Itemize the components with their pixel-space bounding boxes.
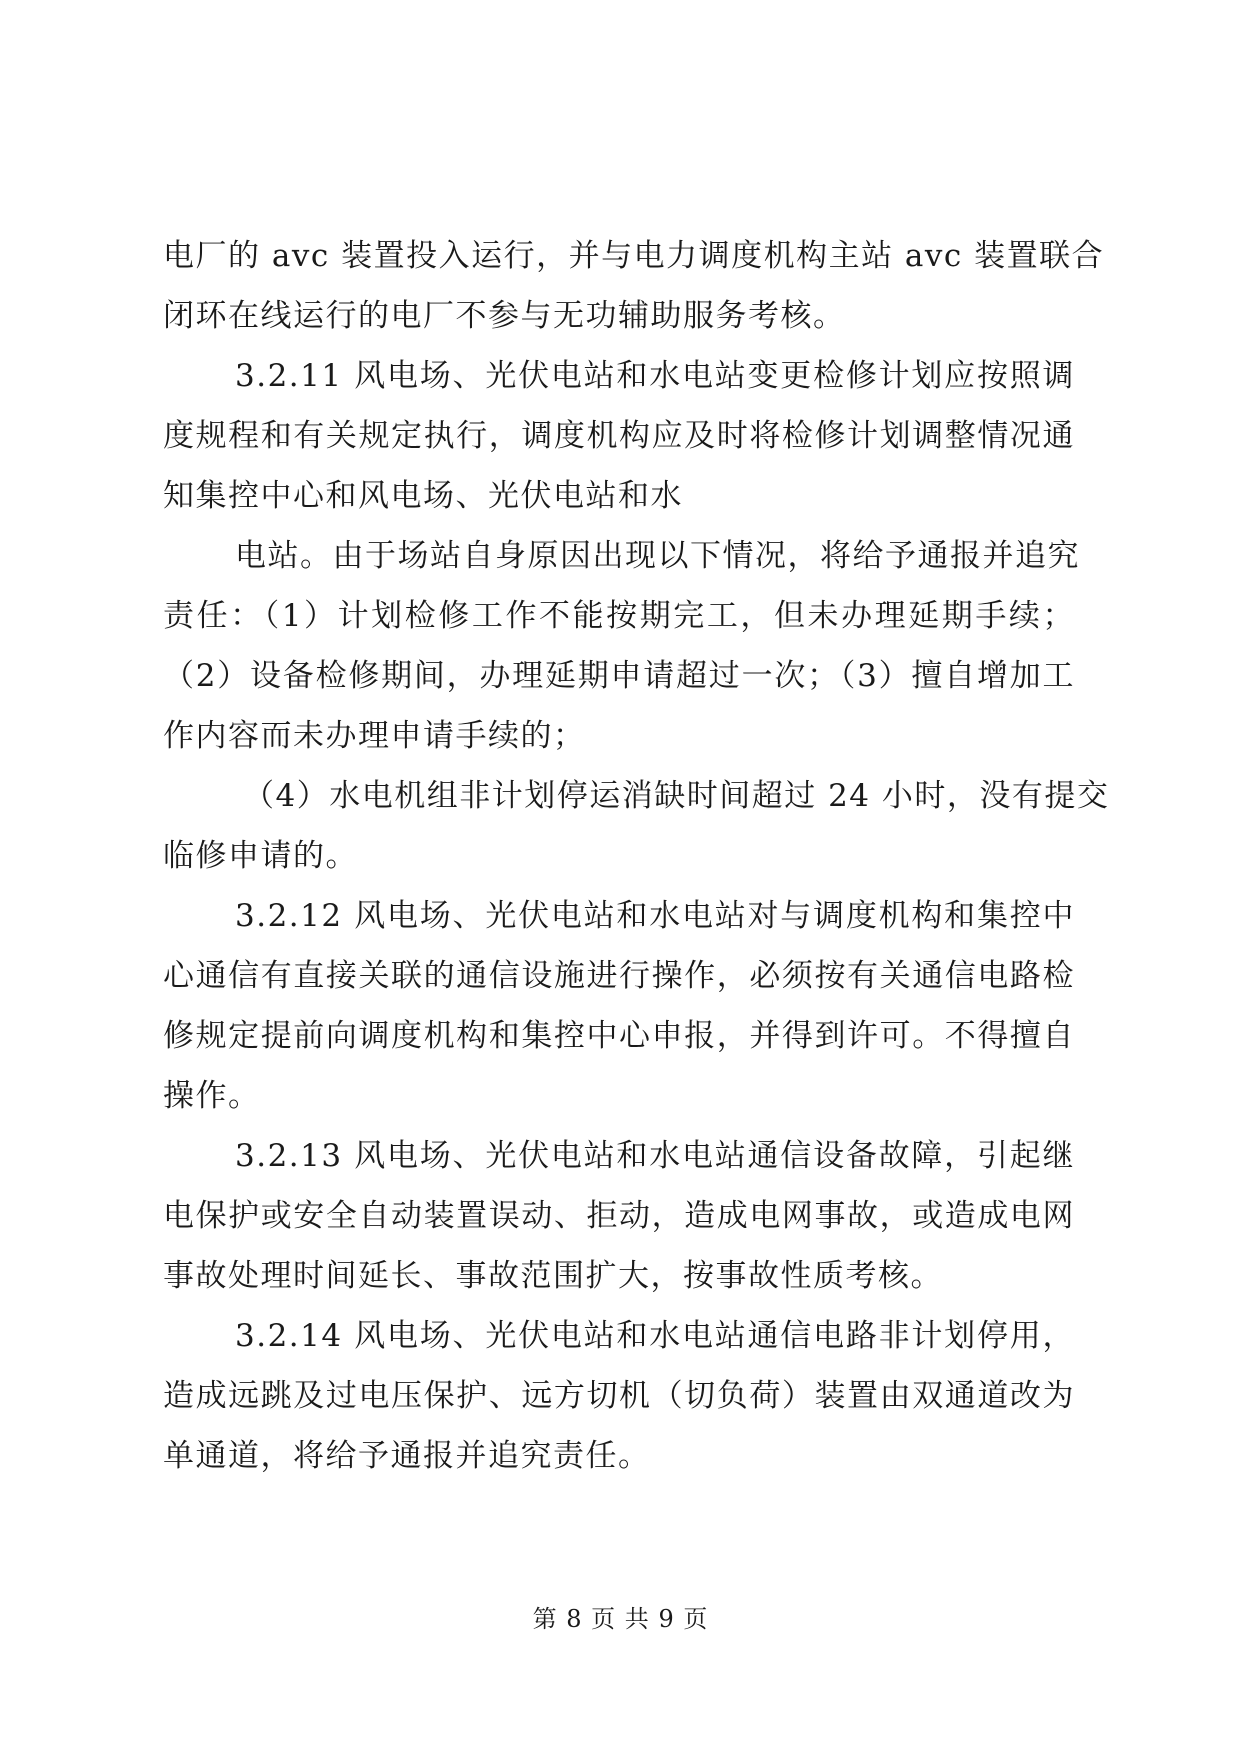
text-line: 闭环在线运行的电厂不参与无功辅助服务考核。 (163, 298, 846, 334)
text-line: 临修申请的。 (163, 838, 358, 874)
text-line: 修规定提前向调度机构和集控中心申报，并得到许可。不得擅自 (163, 1018, 1075, 1054)
text-line: 造成远跳及过电压保护、远方切机（切负荷）装置由双通道改为 (163, 1378, 1075, 1414)
text-line: 作内容而未办理申请手续的； (163, 718, 586, 754)
page-number-footer: 第 8 页 共 9 页 (532, 1605, 709, 1633)
text-line: 3.2.13 风电场、光伏电站和水电站通信设备故障，引起继 (235, 1138, 1075, 1174)
text-line: 单通道，将给予通报并追究责任。 (163, 1438, 651, 1474)
text-line: （2）设备检修期间，办理延期申请超过一次；（3）擅自增加工 (163, 658, 1075, 694)
text-line: 事故处理时间延长、事故范围扩大，按事故性质考核。 (163, 1258, 943, 1294)
text-line: 电站。由于场站自身原因出现以下情况，将给予通报并追究 (235, 538, 1080, 574)
text-line: 3.2.11 风电场、光伏电站和水电站变更检修计划应按照调 (235, 358, 1075, 394)
text-line: 电厂的 avc 装置投入运行，并与电力调度机构主站 avc 装置联合 (163, 238, 1105, 274)
text-line: 度规程和有关规定执行，调度机构应及时将检修计划调整情况通 (163, 418, 1075, 454)
document-body (163, 226, 1110, 1486)
text-line: （4）水电机组非计划停运消缺时间超过 24 小时，没有提交 (243, 778, 1110, 814)
text-line: 责任：（1）计划检修工作不能按期完工，但未办理延期手续； (163, 598, 1075, 634)
text-line: 3.2.12 风电场、光伏电站和水电站对与调度机构和集控中 (235, 898, 1075, 934)
text-line: 3.2.14 风电场、光伏电站和水电站通信电路非计划停用， (235, 1318, 1075, 1354)
text-line: 知集控中心和风电场、光伏电站和水 (163, 478, 683, 514)
text-line: 操作。 (163, 1078, 261, 1114)
text-line: 心通信有直接关联的通信设施进行操作，必须按有关通信电路检 (163, 958, 1075, 994)
text-line: 电保护或安全自动装置误动、拒动，造成电网事故，或造成电网 (163, 1198, 1075, 1234)
